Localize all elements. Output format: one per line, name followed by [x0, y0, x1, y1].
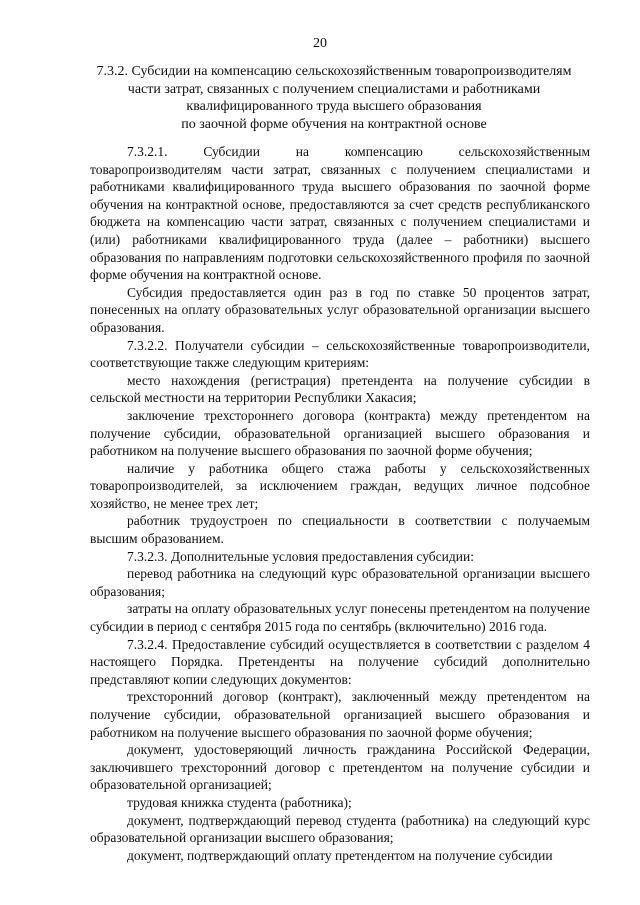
heading-line: квалифицированного труда высшего образования: [186, 99, 482, 114]
paragraph: затраты на оплату образовательных услуг понесены претендентом на получение субсидии в период с сентября 2015 года по сентябрь (включительно) 2016 года.: [90, 601, 590, 635]
paragraph: заключение трехстороннего договора (контракта) между претендентом на получение субсидии, образовательной организацией высшего образования и работником на получение высшего образования по заочной форме обучения;: [90, 407, 590, 459]
paragraph: Субсидия предоставляется один раз в год по ставке 50 процентов затрат, понесенных на оплату образовательных услуг образовательной организации высшего образования.: [90, 284, 590, 335]
paragraph: 7.3.2.4. Предоставление субсидий осуществляется в соответствии с разделом 4 настоящего Порядка. Претенденты на получение субсидий дополнительно представляют копии следующих документов:: [90, 636, 590, 687]
paragraph: 7.3.2.3. Дополнительные условия предоставления субсидии:: [127, 548, 474, 564]
paragraph: документ, подтверждающий перевод студента (работника) на следующий курс образовательной организации высшего образования;: [90, 812, 590, 846]
paragraph: 7.3.2.1. Субсидии на компенсацию сельскохозяйственным товаропроизводителям части затрат, связанных с получением специалистами и работниками квалифицированного труда высшего образования по заочной форме обучения на контрактной основе, предоставляются за счет средств республиканского бюджета на компенсацию части затрат, связанных с получением специалистами и (или) работниками квалифицированного труда (далее – работники) высшего образования по направлениям подготовки сельскохозяйственного профиля по заочной форме обучения на контрактной основе.: [90, 144, 590, 283]
heading-line: 7.3.2. Субсидии на компенсацию сельскохозяйственным товаропроизводителям: [96, 64, 572, 79]
heading-line: по заочной форме обучения на контрактной основе: [181, 116, 487, 132]
paragraph: трехсторонний договор (контракт), заключенный между претендентом на получение субсидии, образовательной организацией высшего образования и работником на получение высшего образования по заочной форме обучения;: [90, 689, 590, 740]
paragraph: 7.3.2.2. Получатели субсидии – сельскохозяйственные товаропроизводители, соответствующие также следующим критериям:: [90, 337, 590, 371]
paragraph: перевод работника на следующий курс образовательной организации высшего образования;: [90, 566, 590, 599]
paragraph: документ, удостоверяющий личность гражданина Российской Федерации, заключившего трехсторонний договор с претендентом на получение субсидии и образовательной организацией;: [90, 742, 590, 793]
paragraph: место нахождения (регистрация) претендента на получение субсидии в сельской местности на территории Республики Хакасия;: [90, 372, 590, 406]
paragraph: документ, подтверждающий оплату претендентом на получение субсидии: [127, 847, 553, 863]
paragraph: трудовая книжка студента (работника);: [127, 794, 352, 810]
page-number: 20: [313, 36, 327, 51]
document-body: [90, 143, 590, 864]
paragraph: наличие у работника общего стажа работы у сельскохозяйственных товаропроизводителей, за исключением граждан, ведущих личное подсобное хозяйство, не менее трех лет;: [90, 460, 590, 511]
heading-line: части затрат, связанных с получением специалистами и работниками: [127, 81, 541, 97]
paragraph: работник трудоустроен по специальности в соответствии с получаемым высшим образованием.: [90, 513, 590, 547]
section-heading: [88, 63, 580, 133]
